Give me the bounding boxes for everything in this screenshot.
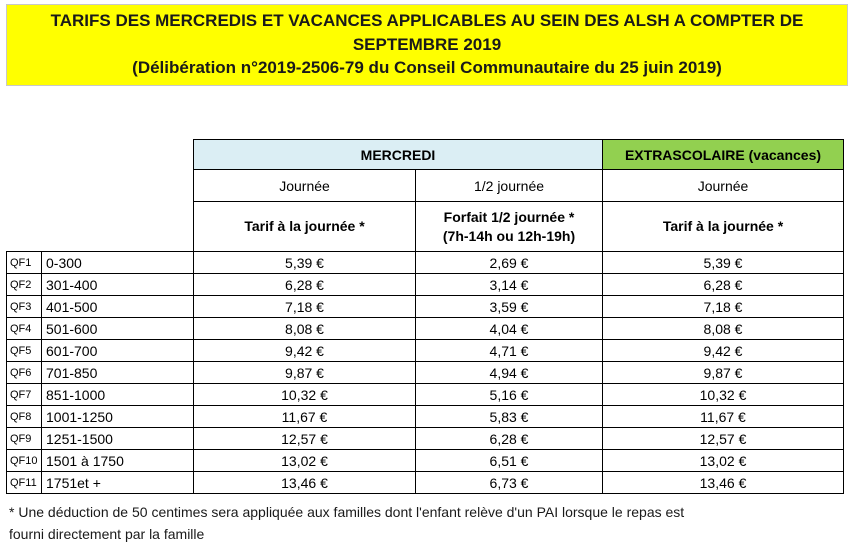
qf-code: QF3 [7,296,42,318]
subheader-col2-period: 1/2 journée [416,170,603,202]
tarif-extrascolaire: 8,08 € [603,318,844,340]
empty-corner [7,140,194,252]
qf-range: 1501 à 1750 [42,450,194,472]
qf-range: 851-1000 [42,384,194,406]
subheader-col2-label-line2: (7h-14h ou 12h-19h) [442,227,576,244]
tarif-demi-journee: 5,83 € [416,406,603,428]
table-row [7,296,844,318]
qf-code: QF10 [7,450,42,472]
header-extrascolaire: EXTRASCOLAIRE (vacances) [603,140,844,170]
tarif-extrascolaire: 11,67 € [603,406,844,428]
subheader-col3-period: Journée [603,170,844,202]
tarifs-table [6,139,844,494]
table-row [7,274,844,296]
tarif-journee: 9,42 € [194,340,416,362]
table-row [7,406,844,428]
tarif-journee: 13,46 € [194,472,416,494]
tarif-extrascolaire: 9,87 € [603,362,844,384]
qf-range: 401-500 [42,296,194,318]
tarif-extrascolaire: 12,57 € [603,428,844,450]
qf-range: 601-700 [42,340,194,362]
subheader-col2-label [416,202,603,252]
table-row [7,318,844,340]
footnote-line-2: fourni directement par la famille [9,526,205,542]
tarif-extrascolaire: 9,42 € [603,340,844,362]
tarif-journee: 10,32 € [194,384,416,406]
qf-code: QF9 [7,428,42,450]
subheader-col1-label: Tarif à la journée * [194,202,416,252]
tarif-journee: 9,87 € [194,362,416,384]
table-row [7,472,844,494]
tarif-extrascolaire: 7,18 € [603,296,844,318]
tarif-demi-journee: 4,94 € [416,362,603,384]
qf-code: QF7 [7,384,42,406]
footnote-line-1: * Une déduction de 50 centimes sera appliquée aux familles dont l'enfant relève d'un PAI lorsque le repas est [9,504,685,520]
table-row [7,428,844,450]
tarif-journee: 13,02 € [194,450,416,472]
tarif-extrascolaire: 13,46 € [603,472,844,494]
tarif-journee: 6,28 € [194,274,416,296]
qf-code: QF8 [7,406,42,428]
qf-range: 301-400 [42,274,194,296]
tarif-extrascolaire: 6,28 € [603,274,844,296]
qf-range: 701-850 [42,362,194,384]
tarif-demi-journee: 3,59 € [416,296,603,318]
table-row [7,340,844,362]
qf-range: 501-600 [42,318,194,340]
table-row [7,384,844,406]
subheader-col3-label: Tarif à la journée * [603,202,844,252]
qf-range: 1251-1500 [42,428,194,450]
header-mercredi: MERCREDI [194,140,603,170]
tarif-demi-journee: 6,73 € [416,472,603,494]
table-row [7,252,844,274]
footnote [9,501,849,545]
tarif-journee: 11,67 € [194,406,416,428]
title-line-2: SEPTEMBRE 2019 [352,34,502,54]
subheader-col1-period: Journée [194,170,416,202]
qf-code: QF5 [7,340,42,362]
qf-code: QF4 [7,318,42,340]
qf-code: QF6 [7,362,42,384]
title-banner [6,4,848,86]
tarif-extrascolaire: 10,32 € [603,384,844,406]
table-row [7,450,844,472]
title-line-3: (Délibération n°2019-2506-79 du Conseil Communautaire du 25 juin 2019) [132,58,722,77]
qf-code: QF1 [7,252,42,274]
tarif-demi-journee: 4,71 € [416,340,603,362]
tarif-demi-journee: 5,16 € [416,384,603,406]
tarif-demi-journee: 3,14 € [416,274,603,296]
subheader-col2-label-line1: Forfait 1/2 journée * [443,208,575,225]
qf-code: QF11 [7,472,42,494]
tarif-journee: 12,57 € [194,428,416,450]
qf-range: 1751et + [42,472,194,494]
tarif-extrascolaire: 5,39 € [603,252,844,274]
qf-range: 0-300 [42,252,194,274]
table-row [7,362,844,384]
tarif-demi-journee: 6,28 € [416,428,603,450]
qf-code: QF2 [7,274,42,296]
tarif-journee: 7,18 € [194,296,416,318]
tarif-demi-journee: 6,51 € [416,450,603,472]
tarif-journee: 5,39 € [194,252,416,274]
tarif-extrascolaire: 13,02 € [603,450,844,472]
qf-range: 1001-1250 [42,406,194,428]
title-line-1: TARIFS DES MERCREDIS ET VACANCES APPLICABLES AU SEIN DES ALSH A COMPTER DE [50,11,804,30]
tarif-demi-journee: 4,04 € [416,318,603,340]
tarif-journee: 8,08 € [194,318,416,340]
tarif-demi-journee: 2,69 € [416,252,603,274]
